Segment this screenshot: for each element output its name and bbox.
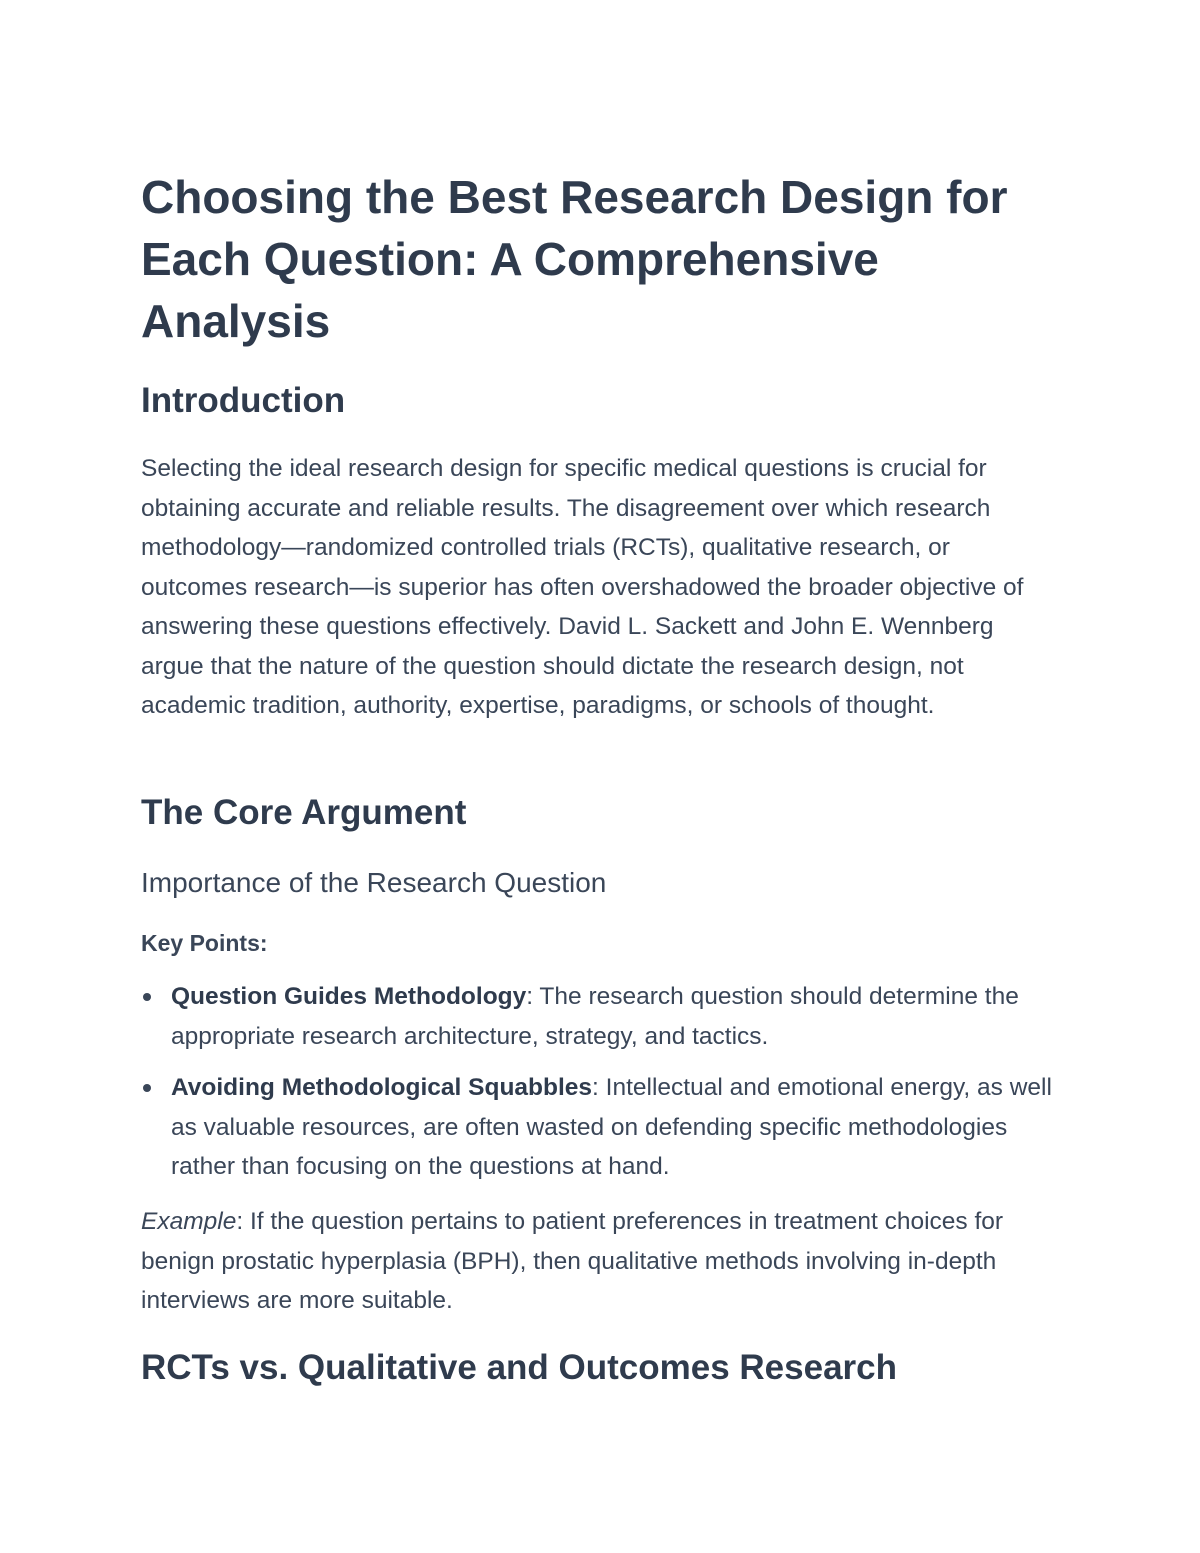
section-heading-rcts: RCTs vs. Qualitative and Outcomes Research xyxy=(141,1348,898,1387)
key-point-term: Avoiding Methodological Squabbles xyxy=(171,1074,593,1101)
example-label: Example xyxy=(141,1208,237,1235)
key-points-list xyxy=(141,977,1061,1199)
introduction-paragraph: Selecting the ideal research design for specific medical questions is crucial for obtaining accurate and reliable results. The disagreement over which research methodology—randomized controlled trials (RCTs), qualitative research, or outcomes research—is superior has often overshadowed the broader objective of answering these questions effectively. David L. Sackett and John E. Wennberg argue that the nature of the question should dictate the research design, not academic tradition, authority, expertise, paradigms, or schools of thought. xyxy=(141,455,1024,719)
list-item xyxy=(141,1068,1061,1187)
section-heading-core-argument: The Core Argument xyxy=(141,793,467,832)
list-item xyxy=(141,977,1061,1056)
example-paragraph xyxy=(141,1202,1061,1321)
subheading-importance: Importance of the Research Question xyxy=(141,867,607,898)
key-point-text: : The research question should determine the appropriate research architecture, strategy, and tactics. xyxy=(171,983,1019,1050)
key-point-term: Question Guides Methodology xyxy=(171,983,527,1010)
example-text: : If the question pertains to patient preferences in treatment choices for benign prostatic hyperplasia (BPH), then qualitative methods involving in-depth interviews are more suitable. xyxy=(141,1208,1004,1314)
bullet-icon xyxy=(143,1084,151,1092)
key-point-text: : Intellectual and emotional energy, as well as valuable resources, are often wasted on defending specific methodologies rather than focusing on the questions at hand. xyxy=(171,1074,1052,1180)
key-points-label: Key Points: xyxy=(141,930,268,956)
page-title: Choosing the Best Research Design for Each Question: A Comprehensive Analysis xyxy=(141,171,1008,347)
bullet-icon xyxy=(143,993,151,1001)
section-heading-introduction: Introduction xyxy=(141,381,346,420)
